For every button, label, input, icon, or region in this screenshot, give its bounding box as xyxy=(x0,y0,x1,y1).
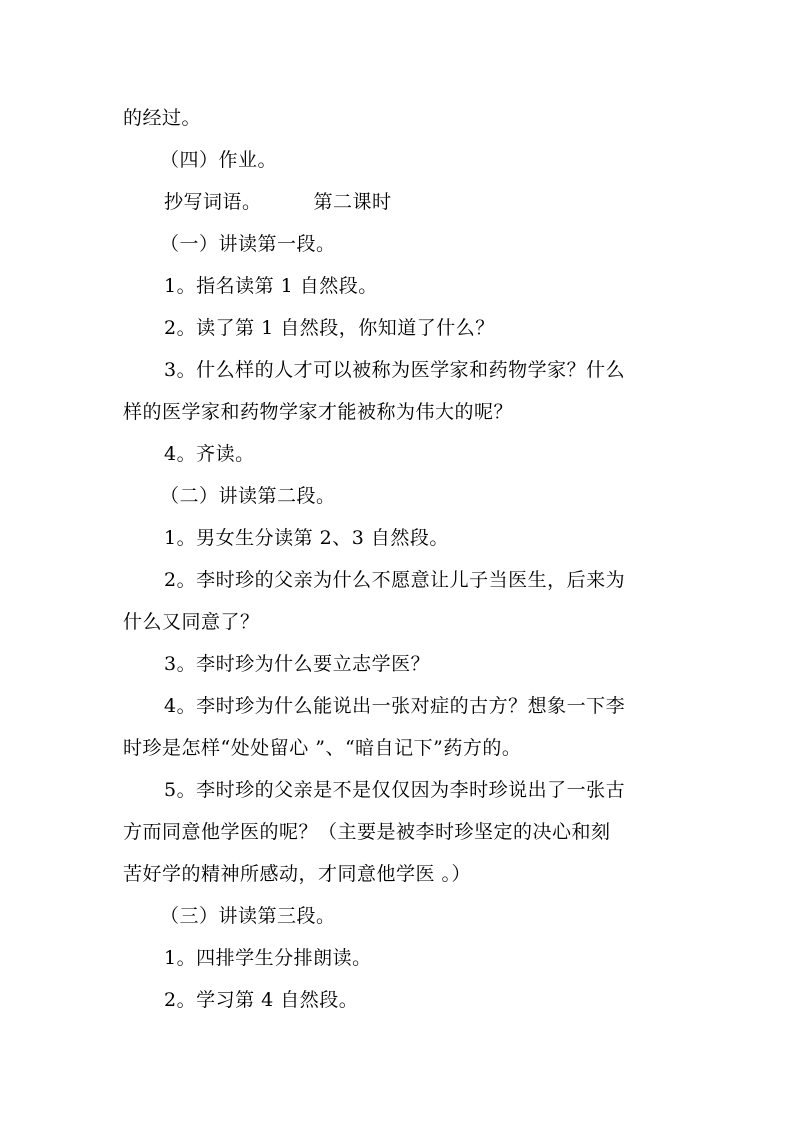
paragraph-line: 时珍是怎样“处处留心 ”、“暗自记下”药方的。 xyxy=(123,737,522,759)
section-heading-1: （一）讲读第一段。 xyxy=(160,233,336,255)
paragraph-line-1: 的经过。 xyxy=(123,107,202,129)
paragraph-line: 1。男女生分读第 2、3 自然段。 xyxy=(164,527,449,549)
lesson-title: 第二课时 xyxy=(313,191,392,213)
paragraph-line: 5。李时珍的父亲是不是仅仅因为李时珍说出了一张古 xyxy=(164,779,626,801)
paragraph-line: 1。四排学生分排朗读。 xyxy=(164,947,372,969)
paragraph-line: 3。什么样的人才可以被称为医学家和药物学家？什么 xyxy=(164,359,626,381)
paragraph-line: 苦好学的精神所感动，才同意他学医 。） xyxy=(123,863,472,885)
paragraph-line-copy xyxy=(164,190,724,214)
paragraph-line: 样的医学家和药物学家才能被称为伟大的呢？ xyxy=(123,401,514,423)
paragraph-line: 什么又同意了？ xyxy=(123,611,260,633)
paragraph-line: 1。指名读第 1 自然段。 xyxy=(164,275,378,297)
section-heading-homework: （四）作业。 xyxy=(160,149,278,171)
paragraph-line: 2。学习第 4 自然段。 xyxy=(164,989,359,1011)
copy-words-text: 抄写词语。 xyxy=(164,191,262,213)
paragraph-line: 3。李时珍为什么要立志学医？ xyxy=(164,653,431,675)
paragraph-line: 4。齐读。 xyxy=(164,443,255,465)
paragraph-line: 方而同意他学医的呢？（主要是被李时珍坚定的决心和刻 xyxy=(123,821,611,843)
paragraph-line: 2。李时珍的父亲为什么不愿意让儿子当医生，后来为 xyxy=(164,569,626,591)
section-heading-3: （三）讲读第三段。 xyxy=(160,905,336,927)
paragraph-line: 2。读了第 1 自然段，你知道了什么？ xyxy=(164,317,495,339)
section-heading-2: （二）讲读第二段。 xyxy=(160,485,336,507)
paragraph-line: 4。李时珍为什么能说出一张对症的古方？想象一下李 xyxy=(164,695,626,717)
